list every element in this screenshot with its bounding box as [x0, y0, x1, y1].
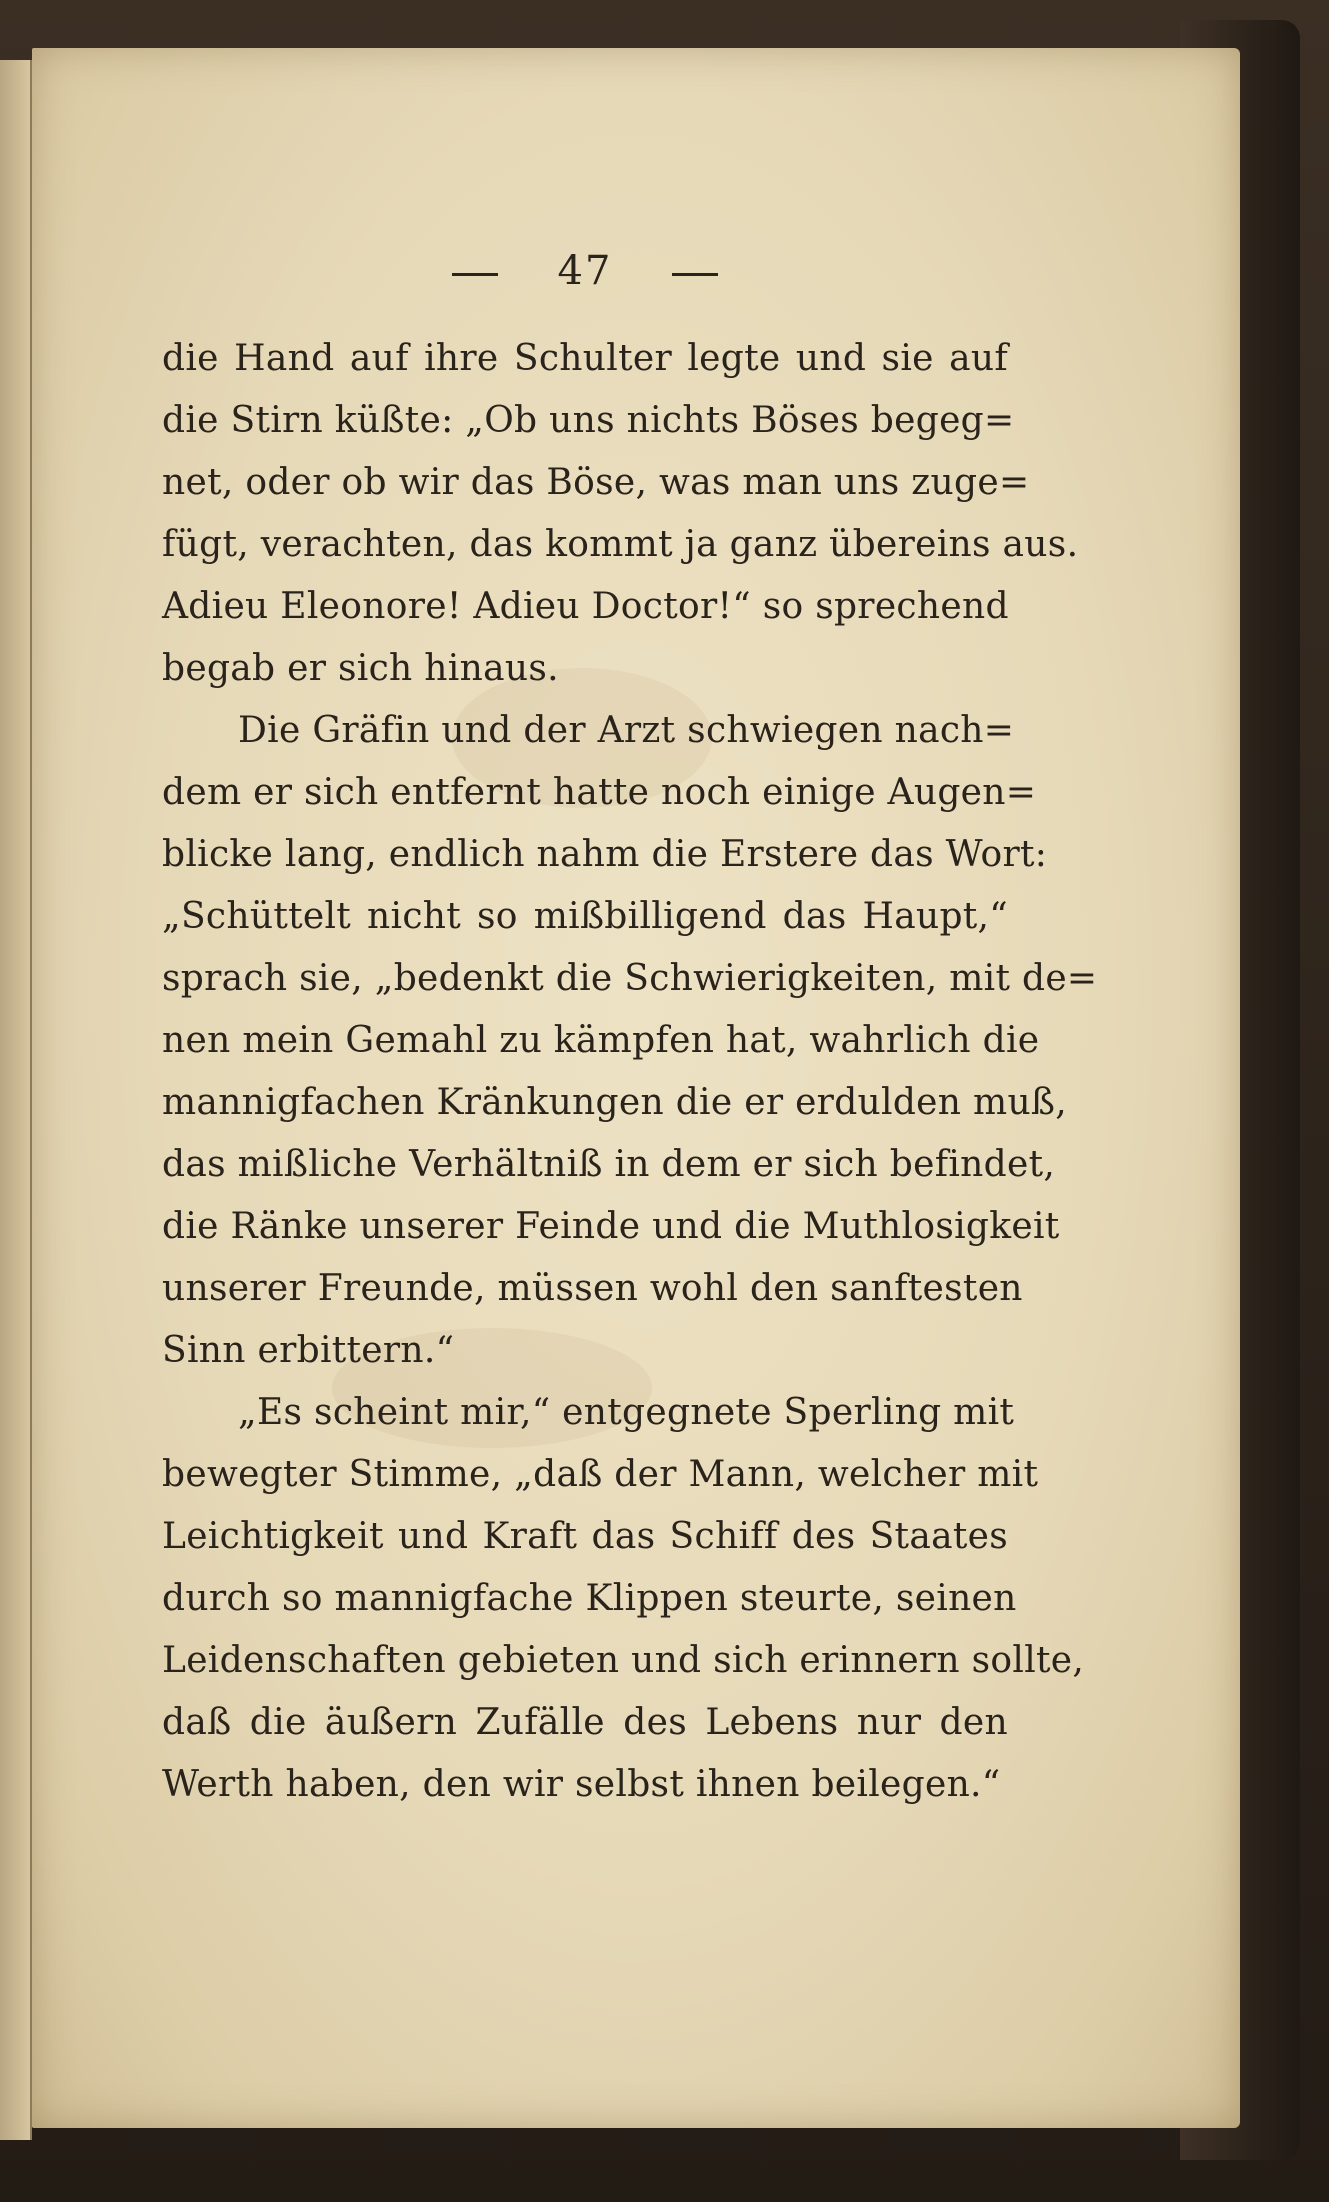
text-line: die Hand auf ihre Schulter legte und sie auf: [162, 338, 1008, 379]
text-line: sprach sie, „bedenkt die Schwierigkeiten, mit de=: [162, 958, 1098, 999]
header-dash-left: [452, 273, 498, 276]
text-line: fügt, verachten, das kommt ja ganz übereins aus.: [162, 524, 1079, 565]
text-line: dem er sich entfernt hatte noch einige Augen=: [162, 772, 1037, 813]
text-line: die Stirn küßte: „Ob uns nichts Böses begeg=: [162, 400, 1015, 441]
text-line: daß die äußern Zufälle des Lebens nur den: [162, 1702, 1008, 1743]
text-line: Adieu Eleonore! Adieu Doctor!“ so sprechend: [162, 586, 1009, 627]
text-line: Leichtigkeit und Kraft das Schiff des Staates: [162, 1516, 1008, 1557]
text-line: bewegter Stimme, „daß der Mann, welcher mit: [162, 1454, 1039, 1495]
text-line: unserer Freunde, müssen wohl den sanftesten: [162, 1268, 1023, 1309]
text-line: net, oder ob wir das Böse, was man uns zuge=: [162, 462, 1030, 503]
text-line: mannigfachen Kränkungen die er erdulden muß,: [162, 1082, 1068, 1123]
text-line: das mißliche Verhältniß in dem er sich befindet,: [162, 1144, 1056, 1185]
book-page: [32, 48, 1240, 2128]
text-line: „Schüttelt nicht so mißbilligend das Haupt,“: [162, 896, 1008, 937]
text-line: die Ränke unserer Feinde und die Muthlosigkeit: [162, 1206, 1060, 1247]
page-header: [162, 248, 1008, 294]
text-line: Die Gräfin und der Arzt schwiegen nach=: [238, 710, 1015, 751]
page-number: 47: [557, 248, 613, 294]
text-line: nen mein Gemahl zu kämpfen hat, wahrlich die: [162, 1020, 1040, 1061]
previous-page-edge: [0, 60, 32, 2140]
text-line: Werth haben, den wir selbst ihnen beilegen.“: [162, 1764, 1001, 1805]
text-line: Sinn erbittern.“: [162, 1330, 455, 1371]
text-line: durch so mannigfache Klippen steurte, seinen: [162, 1578, 1017, 1619]
page-text-block: [162, 248, 1098, 1816]
text-line: begab er sich hinaus.: [162, 648, 559, 689]
header-dash-right: [672, 273, 718, 276]
text-line: „Es scheint mir,“ entgegnete Sperling mit: [238, 1392, 1015, 1433]
text-line: blicke lang, endlich nahm die Erstere das Wort:: [162, 834, 1048, 875]
text-line: Leidenschaften gebieten und sich erinnern sollte,: [162, 1640, 1085, 1681]
